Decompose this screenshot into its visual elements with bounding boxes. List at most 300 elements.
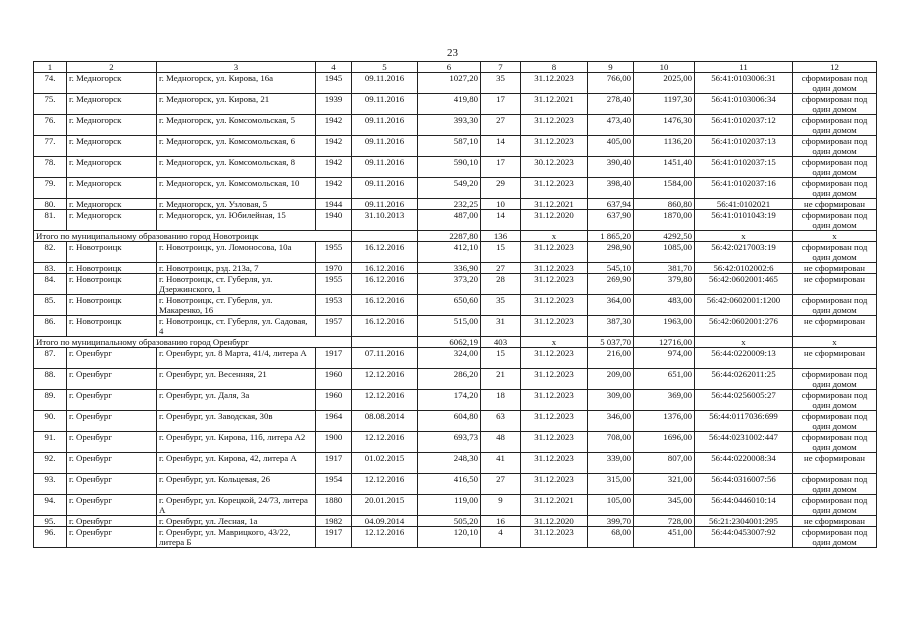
table-cell: 650,60 (418, 295, 481, 316)
table-cell: 1944 (316, 199, 352, 210)
table-cell: 27 (481, 474, 521, 495)
table-cell: 324,00 (418, 348, 481, 369)
table-cell: 56:42:0602001:1200 (695, 295, 793, 316)
table-cell: г. Новотроицк, ул. Ломоносова, 10а (157, 242, 316, 263)
table-cell: 31.12.2023 (521, 316, 588, 337)
table-cell: 56:44:0231002:447 (695, 432, 793, 453)
table-cell: 31.12.2023 (521, 136, 588, 157)
column-header: 2 (67, 62, 157, 73)
table-cell: 31.12.2020 (521, 210, 588, 231)
table-cell: 31.12.2021 (521, 495, 588, 516)
table-row (34, 474, 877, 495)
table-cell: 31.12.2021 (521, 94, 588, 115)
table-cell: 1939 (316, 94, 352, 115)
table-cell: 232,25 (418, 199, 481, 210)
table-cell: 09.11.2016 (352, 94, 418, 115)
table-cell: 89. (34, 390, 67, 411)
total-cell: x (521, 337, 588, 348)
table-cell: 74. (34, 73, 67, 94)
table-cell: 31 (481, 316, 521, 337)
table-cell: 1954 (316, 474, 352, 495)
total-row (34, 337, 877, 348)
table-cell: 56:42:0102002:6 (695, 263, 793, 274)
table-row (34, 136, 877, 157)
column-header: 12 (793, 62, 877, 73)
total-cell: 5 037,70 (588, 337, 634, 348)
table-cell: г. Оренбург, ул. Весенняя, 21 (157, 369, 316, 390)
table-row (34, 274, 877, 295)
table-cell: 1942 (316, 115, 352, 136)
table-cell: г. Оренбург, ул. Кольцевая, 26 (157, 474, 316, 495)
table-cell: 1917 (316, 527, 352, 548)
table-cell: 1880 (316, 495, 352, 516)
table-cell: 31.12.2023 (521, 115, 588, 136)
table-cell: сформирован под один домом (793, 527, 877, 548)
table-cell: г. Новотроицк (67, 263, 157, 274)
table-cell: г. Новотроицк, ст. Губерля, ул. Дзержинского, 1 (157, 274, 316, 295)
table-cell: 31.12.2023 (521, 274, 588, 295)
table-row (34, 527, 877, 548)
table-cell: сформирован под один домом (793, 157, 877, 178)
table-cell: 174,20 (418, 390, 481, 411)
table-cell: сформирован под один домом (793, 94, 877, 115)
table-cell: 56:44:0262011:25 (695, 369, 793, 390)
total-label: Итого по муниципальному образованию город Оренбург (34, 337, 352, 348)
table-cell: г. Оренбург (67, 348, 157, 369)
table-cell: г. Медногорск (67, 210, 157, 231)
table-cell: 16.12.2016 (352, 316, 418, 337)
table-cell: 651,00 (634, 369, 695, 390)
table-cell: 216,00 (588, 348, 634, 369)
table-cell: сформирован под один домом (793, 390, 877, 411)
table-cell: г. Новотроицк, рзд. 213а, 7 (157, 263, 316, 274)
total-cell: 2287,80 (418, 231, 481, 242)
column-header: 9 (588, 62, 634, 73)
table-cell: г. Медногорск, ул. Комсомольская, 10 (157, 178, 316, 199)
table-cell: 369,00 (634, 390, 695, 411)
table-cell: 77. (34, 136, 67, 157)
table-cell: 379,80 (634, 274, 695, 295)
column-header: 4 (316, 62, 352, 73)
table-cell: г. Оренбург, ул. 8 Марта, 41/4, литера А (157, 348, 316, 369)
table-cell: 87. (34, 348, 67, 369)
total-cell: x (521, 231, 588, 242)
table-cell: г. Оренбург, ул. Даля, 3а (157, 390, 316, 411)
table-cell: 30.12.2023 (521, 157, 588, 178)
table-cell: 4 (481, 527, 521, 548)
table-cell: 339,00 (588, 453, 634, 474)
table-cell: 381,70 (634, 263, 695, 274)
table-cell: 48 (481, 432, 521, 453)
table-cell: 92. (34, 453, 67, 474)
table-cell: 31.12.2023 (521, 474, 588, 495)
table-cell: 56:44:0220008:34 (695, 453, 793, 474)
table-cell: 79. (34, 178, 67, 199)
column-header: 10 (634, 62, 695, 73)
column-header: 6 (418, 62, 481, 73)
table-cell: 416,50 (418, 474, 481, 495)
table-cell: 91. (34, 432, 67, 453)
table-cell: 405,00 (588, 136, 634, 157)
table-cell: 28 (481, 274, 521, 295)
table-cell: 487,00 (418, 210, 481, 231)
total-cell: 136 (481, 231, 521, 242)
table-cell: сформирован под один домом (793, 411, 877, 432)
table-cell: г. Оренбург (67, 390, 157, 411)
table-cell: 86. (34, 316, 67, 337)
total-cell: 1 865,20 (588, 231, 634, 242)
table-cell: 16 (481, 516, 521, 527)
table-row (34, 115, 877, 136)
table-cell: г. Медногорск (67, 115, 157, 136)
table-cell: 315,00 (588, 474, 634, 495)
table-row (34, 432, 877, 453)
total-cell: x (695, 337, 793, 348)
table-cell: г. Медногорск (67, 157, 157, 178)
table-row (34, 242, 877, 263)
table-cell: не сформирован (793, 274, 877, 295)
table-cell: г. Оренбург (67, 411, 157, 432)
table-cell: 18 (481, 390, 521, 411)
table-cell: 83. (34, 263, 67, 274)
table-cell: г. Медногорск (67, 94, 157, 115)
table-cell: 549,20 (418, 178, 481, 199)
table-cell: 31.12.2023 (521, 390, 588, 411)
table-cell: 120,10 (418, 527, 481, 548)
table-cell: 1963,00 (634, 316, 695, 337)
table-cell: 505,20 (418, 516, 481, 527)
table-cell: г. Оренбург, ул. Заводская, 30в (157, 411, 316, 432)
total-cell: x (695, 231, 793, 242)
table-cell: 345,00 (634, 495, 695, 516)
table-row (34, 316, 877, 337)
table-cell: 01.02.2015 (352, 453, 418, 474)
table-cell: 12.12.2016 (352, 390, 418, 411)
table-cell: сформирован под один домом (793, 369, 877, 390)
table-cell: 31.12.2023 (521, 432, 588, 453)
table-cell: 364,00 (588, 295, 634, 316)
table-cell: г. Новотроицк (67, 316, 157, 337)
table-cell: 12.12.2016 (352, 474, 418, 495)
table-cell: г. Новотроицк, ст. Губерля, ул. Макаренко, 16 (157, 295, 316, 316)
table-cell: 04.09.2014 (352, 516, 418, 527)
table-cell: 56:44:0446010:14 (695, 495, 793, 516)
table-cell: сформирован под один домом (793, 210, 877, 231)
table-cell: 248,30 (418, 453, 481, 474)
table-cell: г. Новотроицк, ст. Губерля, ул. Садовая, 4 (157, 316, 316, 337)
table-cell: 82. (34, 242, 67, 263)
table-cell: 419,80 (418, 94, 481, 115)
total-cell: x (793, 337, 877, 348)
table-cell: 473,40 (588, 115, 634, 136)
table-cell: 1027,20 (418, 73, 481, 94)
table-cell: 483,00 (634, 295, 695, 316)
table-cell: 16.12.2016 (352, 263, 418, 274)
table-row (34, 411, 877, 432)
table-cell: 21 (481, 369, 521, 390)
table-row (34, 73, 877, 94)
table-cell: 09.11.2016 (352, 157, 418, 178)
table-cell: 56:44:0316007:56 (695, 474, 793, 495)
column-header: 7 (481, 62, 521, 73)
table-cell: г. Оренбург (67, 369, 157, 390)
table-cell: 1945 (316, 73, 352, 94)
table-cell: г. Медногорск, ул. Кирова, 16а (157, 73, 316, 94)
table-cell: 14 (481, 136, 521, 157)
table-cell: 398,40 (588, 178, 634, 199)
table-cell: 76. (34, 115, 67, 136)
table-cell: сформирован под один домом (793, 474, 877, 495)
table-cell: 78. (34, 157, 67, 178)
housing-table (33, 61, 877, 548)
table-cell: г. Оренбург, ул. Корецкой, 24/73, литера А (157, 495, 316, 516)
table-cell: 84. (34, 274, 67, 295)
table-cell: 1964 (316, 411, 352, 432)
table-cell: не сформирован (793, 516, 877, 527)
table-cell: 1953 (316, 295, 352, 316)
table-cell: 12.12.2016 (352, 527, 418, 548)
table-cell: 1870,00 (634, 210, 695, 231)
table-cell: 56:42:0217003:19 (695, 242, 793, 263)
table-cell: 56:44:0256005:27 (695, 390, 793, 411)
table-cell: 1917 (316, 453, 352, 474)
table-cell: 07.11.2016 (352, 348, 418, 369)
table-cell: 31.12.2023 (521, 178, 588, 199)
table-row (34, 453, 877, 474)
table-cell: 31.10.2013 (352, 210, 418, 231)
table-cell: 1940 (316, 210, 352, 231)
table-cell: 56:41:0102037:12 (695, 115, 793, 136)
table-cell: 1376,00 (634, 411, 695, 432)
table-cell: 309,00 (588, 390, 634, 411)
table-cell: 90. (34, 411, 67, 432)
table-cell: 09.11.2016 (352, 199, 418, 210)
table-cell: 604,80 (418, 411, 481, 432)
table-cell: г. Оренбург (67, 432, 157, 453)
table-cell: 31.12.2020 (521, 516, 588, 527)
table-cell: 16.12.2016 (352, 242, 418, 263)
table-cell: 31.12.2023 (521, 369, 588, 390)
table-cell: 373,20 (418, 274, 481, 295)
table-cell: 399,70 (588, 516, 634, 527)
table-cell: 56:41:0101043:19 (695, 210, 793, 231)
table-cell: 9 (481, 495, 521, 516)
table-cell: г. Оренбург (67, 495, 157, 516)
table-cell: 1960 (316, 369, 352, 390)
table-cell: 1942 (316, 136, 352, 157)
table-cell: 708,00 (588, 432, 634, 453)
table-cell: 27 (481, 263, 521, 274)
table-cell: 1900 (316, 432, 352, 453)
table-cell: 515,00 (418, 316, 481, 337)
table-cell: 590,10 (418, 157, 481, 178)
table-cell: г. Медногорск (67, 73, 157, 94)
table-cell: 56:42:0602001:465 (695, 274, 793, 295)
table-cell: 2025,00 (634, 73, 695, 94)
table-cell: 1982 (316, 516, 352, 527)
table-cell: 637,94 (588, 199, 634, 210)
table-cell: г. Оренбург (67, 453, 157, 474)
table-cell: г. Медногорск (67, 136, 157, 157)
table-cell: 08.08.2014 (352, 411, 418, 432)
table-row (34, 348, 877, 369)
table-cell: 56:44:0117036:699 (695, 411, 793, 432)
table-cell: сформирован под один домом (793, 242, 877, 263)
table-cell: г. Медногорск, ул. Кирова, 21 (157, 94, 316, 115)
table-cell: 860,80 (634, 199, 695, 210)
table-cell: 728,00 (634, 516, 695, 527)
table-row (34, 94, 877, 115)
table-cell: 105,00 (588, 495, 634, 516)
table-cell: 56:41:0102037:16 (695, 178, 793, 199)
header-row (34, 62, 877, 73)
table-cell: г. Медногорск, ул. Комсомольская, 5 (157, 115, 316, 136)
table-cell: не сформирован (793, 263, 877, 274)
table-cell: 14 (481, 210, 521, 231)
table-cell: 15 (481, 242, 521, 263)
table-cell: 1942 (316, 157, 352, 178)
table-cell: 56:41:0102021 (695, 199, 793, 210)
table-cell: 17 (481, 157, 521, 178)
table-cell: 16.12.2016 (352, 274, 418, 295)
table-cell: г. Новотроицк (67, 295, 157, 316)
table-cell: 587,10 (418, 136, 481, 157)
table-cell: 17 (481, 94, 521, 115)
table-cell: 56:42:0602001:276 (695, 316, 793, 337)
table-cell: сформирован под один домом (793, 115, 877, 136)
table-cell: 1476,30 (634, 115, 695, 136)
table-cell: 63 (481, 411, 521, 432)
table-cell: не сформирован (793, 199, 877, 210)
table-cell: 31.12.2023 (521, 295, 588, 316)
table-row (34, 157, 877, 178)
table-cell: 12.12.2016 (352, 432, 418, 453)
table-cell: 1696,00 (634, 432, 695, 453)
table-cell: 693,73 (418, 432, 481, 453)
total-cell: x (793, 231, 877, 242)
total-cell: 4292,50 (634, 231, 695, 242)
total-cell (352, 337, 418, 348)
table-cell: 1955 (316, 242, 352, 263)
table-cell: 31.12.2023 (521, 453, 588, 474)
table-cell: не сформирован (793, 316, 877, 337)
table-cell: 766,00 (588, 73, 634, 94)
table-cell: 56:41:0103006:31 (695, 73, 793, 94)
table-cell: 637,90 (588, 210, 634, 231)
table-cell: 15 (481, 348, 521, 369)
table-cell: 31.12.2023 (521, 411, 588, 432)
table-cell: 80. (34, 199, 67, 210)
table-cell: г. Медногорск (67, 178, 157, 199)
table-cell: 298,90 (588, 242, 634, 263)
table-cell: г. Медногорск, ул. Юбилейная, 15 (157, 210, 316, 231)
total-cell (352, 231, 418, 242)
table-cell: 41 (481, 453, 521, 474)
table-cell: 93. (34, 474, 67, 495)
table-cell: 278,40 (588, 94, 634, 115)
table-cell: 393,30 (418, 115, 481, 136)
table-cell: 412,10 (418, 242, 481, 263)
table-cell: 31.12.2023 (521, 242, 588, 263)
table-row (34, 178, 877, 199)
table-cell: сформирован под один домом (793, 295, 877, 316)
table-row (34, 263, 877, 274)
table-cell: 31.12.2023 (521, 73, 588, 94)
table-cell: 56:41:0102037:15 (695, 157, 793, 178)
table-cell: сформирован под один домом (793, 136, 877, 157)
table-cell: 1451,40 (634, 157, 695, 178)
table-cell: 269,90 (588, 274, 634, 295)
column-header: 8 (521, 62, 588, 73)
table-cell: г. Новотроицк (67, 274, 157, 295)
total-cell: 12716,00 (634, 337, 695, 348)
column-header: 11 (695, 62, 793, 73)
table-cell: 68,00 (588, 527, 634, 548)
table-row (34, 369, 877, 390)
table-cell: г. Новотроицк (67, 242, 157, 263)
table-cell: 346,00 (588, 411, 634, 432)
table-cell: 94. (34, 495, 67, 516)
table-cell: 31.12.2021 (521, 199, 588, 210)
table-row (34, 295, 877, 316)
table-cell: г. Оренбург, ул. Кирова, 11б, литера А2 (157, 432, 316, 453)
table-cell: 10 (481, 199, 521, 210)
table-cell: 545,10 (588, 263, 634, 274)
column-header: 3 (157, 62, 316, 73)
table-cell: 56:44:0453007:92 (695, 527, 793, 548)
table-cell: 387,30 (588, 316, 634, 337)
table-cell: 09.11.2016 (352, 115, 418, 136)
table-cell: 16.12.2016 (352, 295, 418, 316)
table-cell: 451,00 (634, 527, 695, 548)
table-cell: 35 (481, 295, 521, 316)
table-cell: не сформирован (793, 348, 877, 369)
table-cell: 1136,20 (634, 136, 695, 157)
table-cell: не сформирован (793, 453, 877, 474)
table-cell: 286,20 (418, 369, 481, 390)
table-cell: 1917 (316, 348, 352, 369)
table-row (34, 390, 877, 411)
table-cell: 31.12.2023 (521, 348, 588, 369)
table-cell: 1584,00 (634, 178, 695, 199)
table-cell: г. Оренбург, ул. Маврицкого, 43/22, литера Б (157, 527, 316, 548)
column-header: 5 (352, 62, 418, 73)
table-cell: г. Оренбург (67, 527, 157, 548)
table-row (34, 199, 877, 210)
table-cell: г. Оренбург (67, 474, 157, 495)
table-cell: 119,00 (418, 495, 481, 516)
total-cell: 6062,19 (418, 337, 481, 348)
table-cell: г. Медногорск (67, 199, 157, 210)
table-cell: г. Оренбург (67, 516, 157, 527)
table-cell: 35 (481, 73, 521, 94)
table-cell: 1942 (316, 178, 352, 199)
table-cell: 31.12.2023 (521, 527, 588, 548)
table-cell: 1957 (316, 316, 352, 337)
table-row (34, 495, 877, 516)
table-cell: 209,00 (588, 369, 634, 390)
table-cell: 96. (34, 527, 67, 548)
table-cell: 09.11.2016 (352, 178, 418, 199)
table-cell: сформирован под один домом (793, 495, 877, 516)
table-cell: 974,00 (634, 348, 695, 369)
total-row (34, 231, 877, 242)
table-cell: 807,00 (634, 453, 695, 474)
table-cell: 31.12.2023 (521, 263, 588, 274)
table-cell: г. Оренбург, ул. Кирова, 42, литера А (157, 453, 316, 474)
table-cell: 56:41:0102037:13 (695, 136, 793, 157)
table-cell: 56:44:0220009:13 (695, 348, 793, 369)
